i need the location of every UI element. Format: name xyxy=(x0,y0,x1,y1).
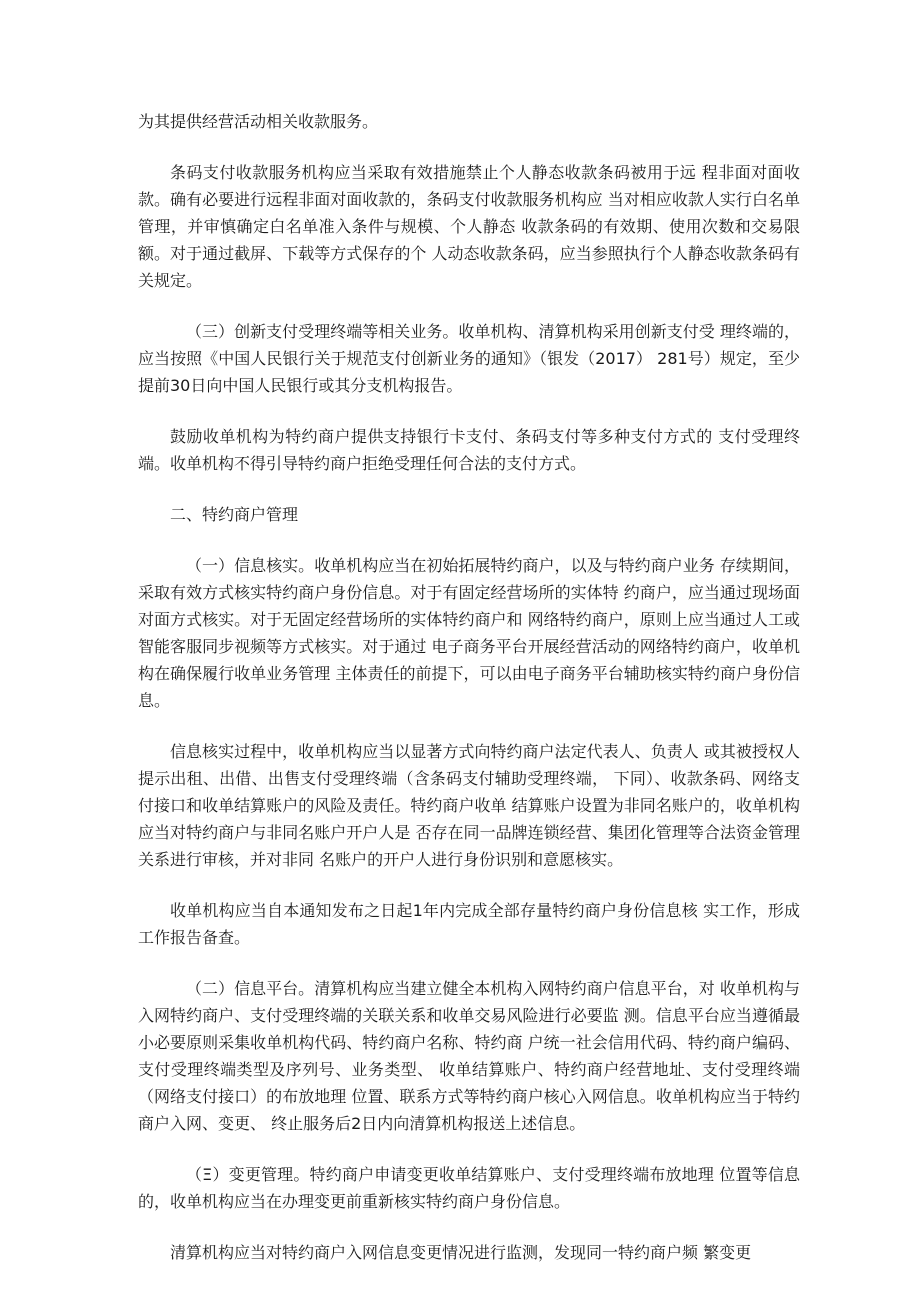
paragraph-continuation: 为其提供经营活动相关收款服务。 xyxy=(138,112,379,131)
paragraph-info-verification: （一）信息核实。收单机构应当在初始拓展特约商户，以及与特约商户业务 存续期间，采取有效方式核实特约商户身份信息。对于有固定经营场所的实体特 约商户，应当通过现场面对面方式核实。对于无固定经营场所的实体特约商户和 网络特约商户，原则上应当通过人工或智能客服同步视频等方式核实。对于通过 电子商务平台开展经营活动的网络特约商户，收单机构在确保履行收单业务管理 主体责任的前提下，可以由电子商务平台辅助核实特约商户身份信息。 xyxy=(138,556,800,710)
paragraph-innovation-terminal: （三）创新支付受理终端等相关业务。收单机构、清算机构采用创新支付受 理终端的，应当按照《中国人民银行关于规范支付创新业务的通知》（银发（2017） 281号）规定，至少提前30日向中国人民银行或其分支机构报告。 xyxy=(138,322,800,395)
section-heading-merchant-management: 二、特约商户管理 xyxy=(170,505,299,524)
document-body xyxy=(138,108,800,1290)
paragraph-verification-process: 信息核实过程中，收单机构应当以显著方式向特约商户法定代表人、负责人 或其被授权人提示出租、出借、出售支付受理终端（含条码支付辅助受理终端， 下同）、收款条码、网络支付接口和收单结算账户的风险及责任。特约商户收单 结算账户设置为非同名账户的，收单机构应当对特约商户与非同名账户开户人是 否存在同一品牌连锁经营、集团化管理等合法资金管理关系进行审核，并对非同 名账户的开户人进行身份识别和意愿核实。 xyxy=(138,742,800,869)
paragraph-change-management: （Ξ）变更管理。特约商户申请变更收单结算账户、支付受理终端布放地理 位置等信息的，收单机构应当在办理变更前重新核实特约商户身份信息。 xyxy=(138,1165,800,1211)
paragraph-info-platform: （二）信息平台。清算机构应当建立健全本机构入网特约商户信息平台，对 收单机构与入网特约商户、支付受理终端的关联关系和收单交易风险进行必要监 测。信息平台应当遵循最小必要原则采集收单机构代码、特约商户名称、特约商 户统一社会信用代码、特约商户编码、支付受理终端类型及序列号、业务类型、 收单结算账户、特约商户经营地址、支付受理终端（网络支付接口）的布放地理 位置、联系方式等特约商户核心入网信息。收单机构应当于特约商户入网、变更、 终止服务后2日内向清算机构报送上述信息。 xyxy=(138,979,800,1133)
paragraph-static-qr-remote: 条码支付收款服务机构应当采取有效措施禁止个人静态收款条码被用于远 程非面对面收款。确有必要进行远程非面对面收款的，条码支付收款服务机构应 当对相应收款人实行白名单管理，并审慎确定白名单准入条件与规模、个人静态 收款条码的有效期、使用次数和交易限额。对于通过截屏、下载等方式保存的个 人动态收款条码，应当参照执行个人静态收款条码有关规定。 xyxy=(138,163,800,290)
paragraph-change-monitoring: 清算机构应当对特约商户入网信息变更情况进行监测，发现同一特约商户频 繁变更 xyxy=(170,1243,752,1262)
paragraph-encourage-payment-methods: 鼓励收单机构为特约商户提供支持银行卡支付、条码支付等多种支付方式的 支付受理终端。收单机构不得引导特约商户拒绝受理任何合法的支付方式。 xyxy=(138,427,800,473)
paragraph-stock-verification: 收单机构应当自本通知发布之日起1年内完成全部存量特约商户身份信息核 实工作，形成工作报告备查。 xyxy=(138,901,800,947)
